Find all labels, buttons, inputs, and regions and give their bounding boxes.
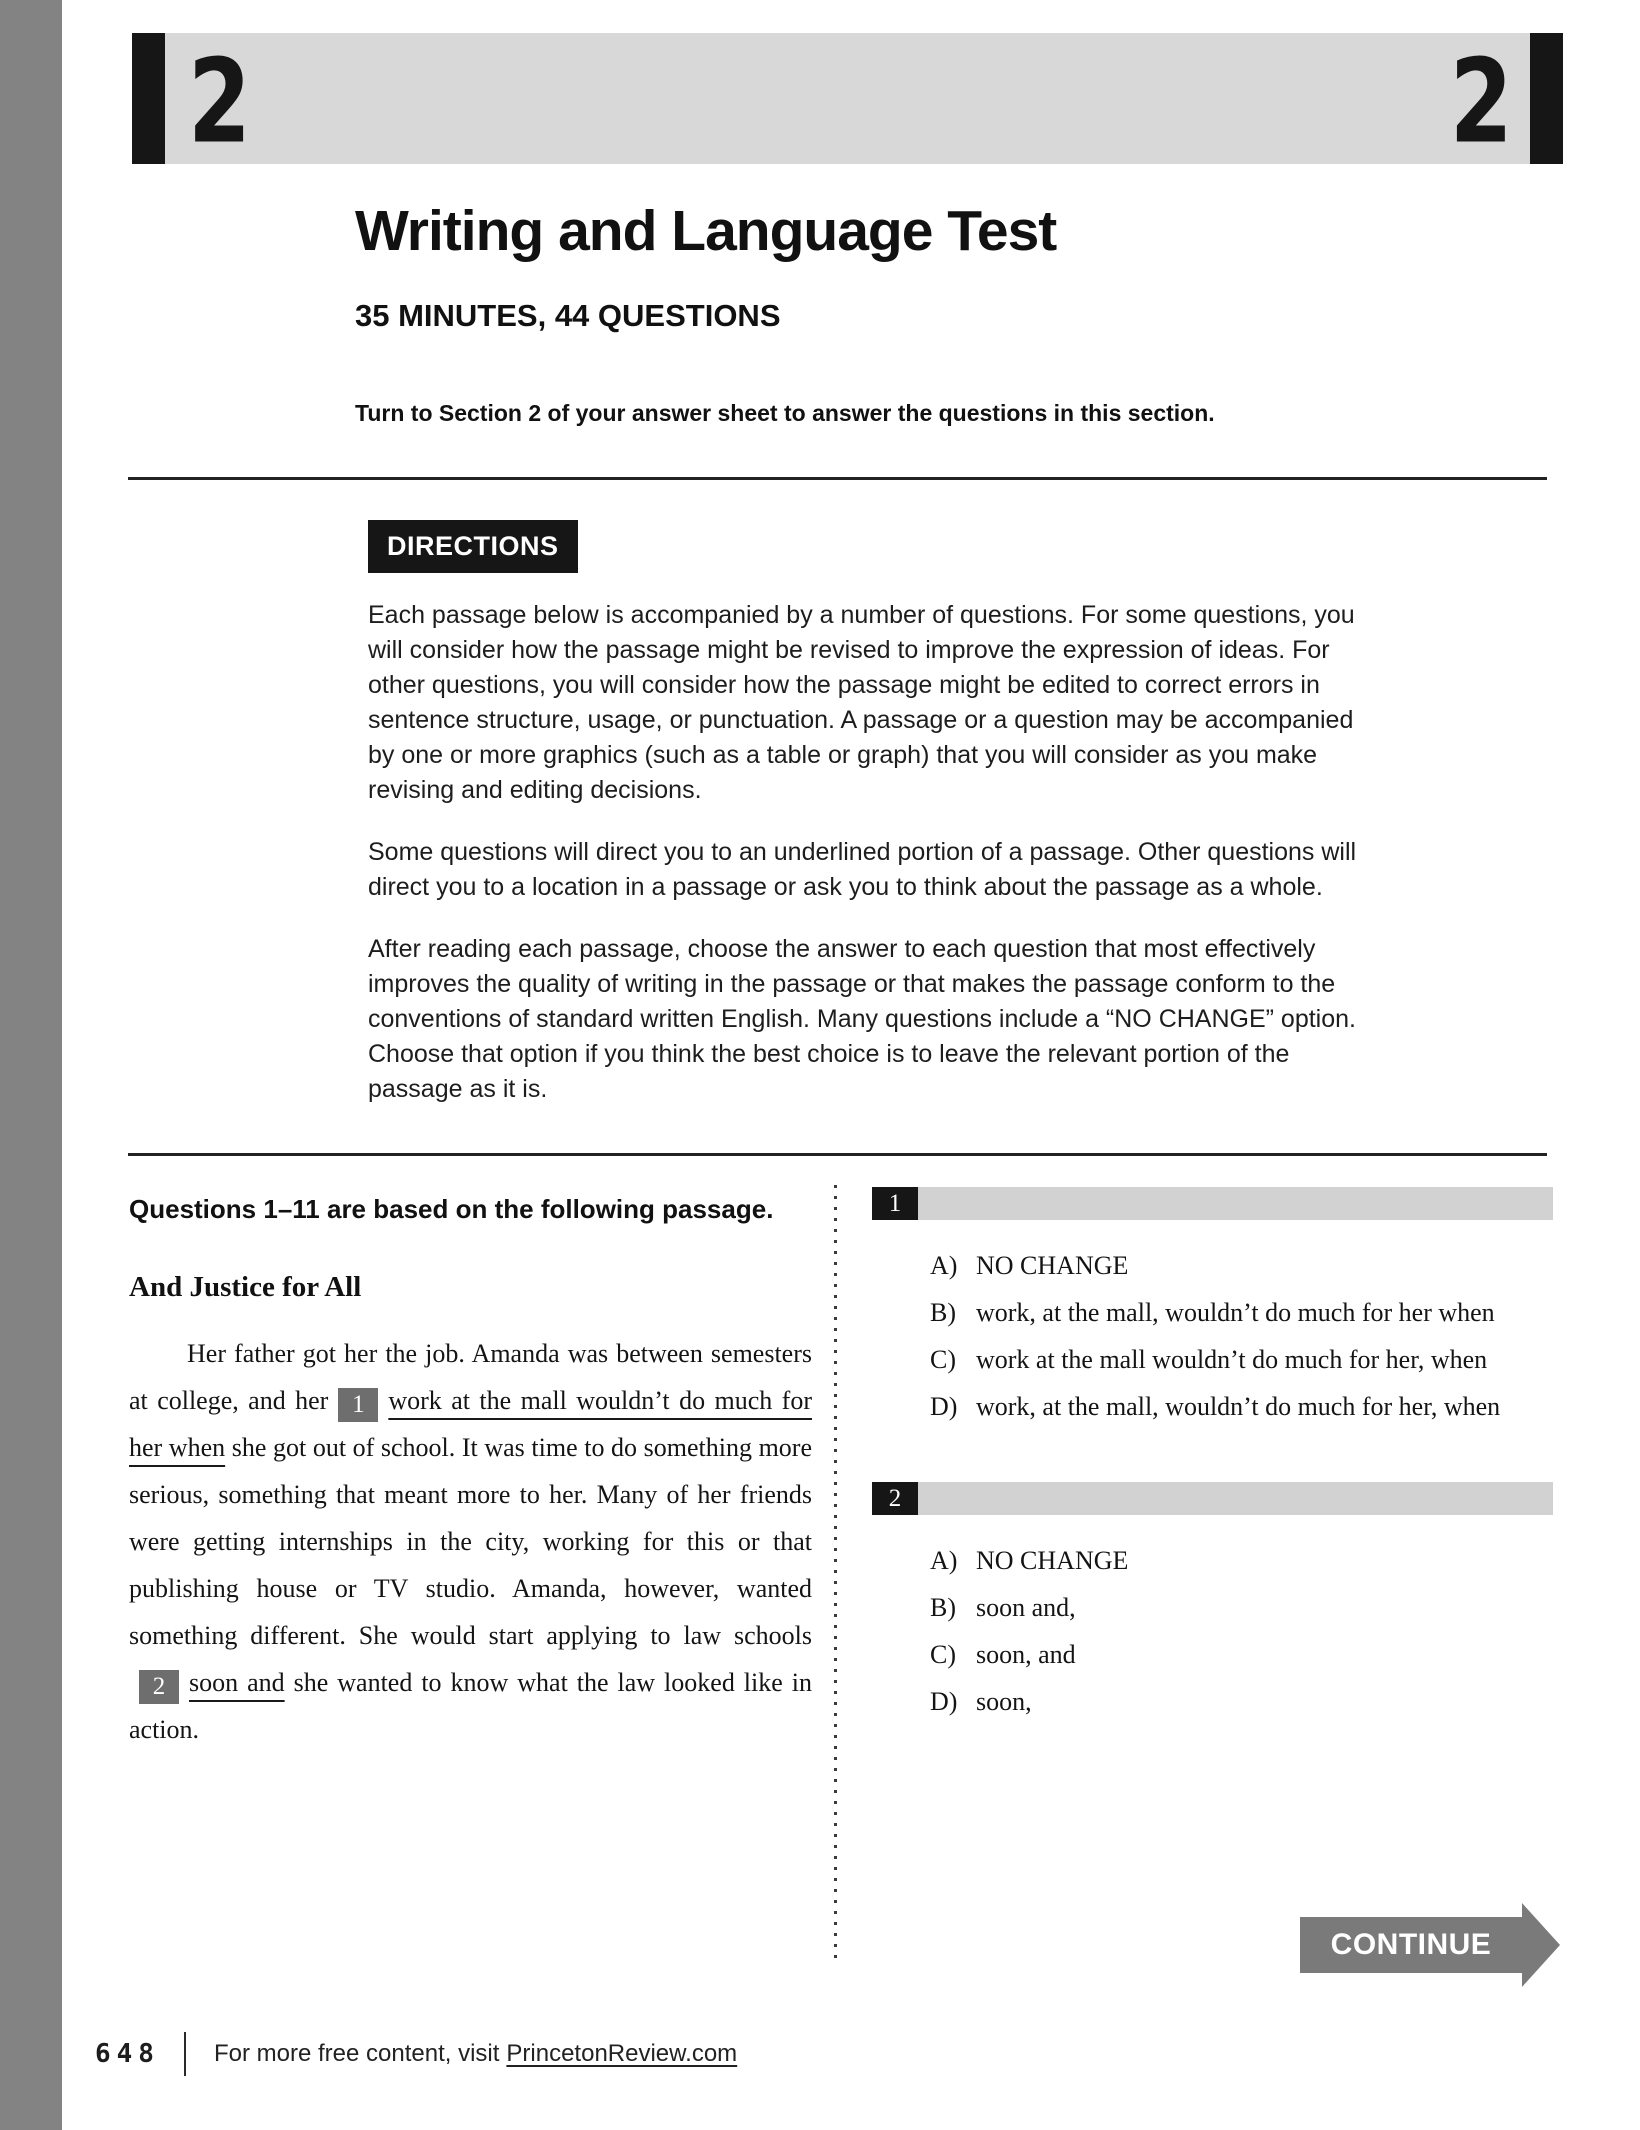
question-1-header-bar [918, 1187, 1553, 1220]
question-1-number: 1 [872, 1187, 918, 1220]
page-number: 648 [95, 2039, 160, 2069]
choice-2a-text: NO CHANGE [976, 1546, 1129, 1575]
choice-2b-letter: B) [930, 1593, 956, 1622]
continue-button[interactable] [1300, 1903, 1560, 1987]
footer-divider [184, 2032, 186, 2076]
directions-label: DIRECTIONS [368, 520, 578, 573]
question-1-header [872, 1187, 1553, 1220]
choice-2c-text: soon, and [976, 1640, 1076, 1669]
choice-2d[interactable] [930, 1678, 1553, 1725]
band-bar-right [1530, 33, 1563, 164]
page-edge-strip [0, 0, 62, 2130]
passage-text [129, 1330, 812, 1753]
directions-paragraph-3: After reading each passage, choose the answer to each question that most effectively improves the quality of writing in the passage or that makes the passage conform to the conventions of standard written English. Many questions include a “NO CHANGE” option. Choose that option if you think the best choice is to leave the relevant portion of the passage as it is. [368, 935, 1356, 1103]
question-2-marker: 2 [139, 1670, 179, 1704]
choice-2c-letter: C) [930, 1640, 956, 1669]
choice-1d-letter: D) [930, 1392, 958, 1421]
question-2-header-bar [918, 1482, 1553, 1515]
turn-instruction: Turn to Section 2 of your answer sheet to answer the questions in this section. [355, 400, 1215, 426]
divider-rule-top [128, 477, 1547, 480]
passage-intro: Questions 1–11 are based on the following passage. [129, 1194, 774, 1224]
question-1-choices [872, 1242, 1553, 1430]
directions-paragraph-1: Each passage below is accompanied by a number of questions. For some questions, you will consider how the passage might be revised to improve the expression of ideas. For other questions, you will consider how the passage might be edited to correct errors in sentence structure, usage, or punctuation. A passage or a question may be accompanied by one or more graphics (such as a table or graph) that you will consider as you make revising and editing decisions. [368, 601, 1355, 804]
time-and-question-count: 35 MINUTES, 44 QUESTIONS [355, 298, 781, 333]
directions-paragraph-2: Some questions will direct you to an underlined portion of a passage. Other questions will direct you to a location in a passage or ask you to think about the passage as a whole. [368, 838, 1357, 901]
question-2 [872, 1482, 1553, 1725]
question-1-marker: 1 [338, 1388, 378, 1422]
choice-2c[interactable] [930, 1631, 1553, 1678]
choice-1d-text: work, at the mall, wouldn’t do much for her, when [976, 1392, 1501, 1421]
underlined-portion-2: soon and [189, 1668, 285, 1697]
questions-column [872, 1187, 1553, 1725]
underlined-portion-1: work at the mall wouldn’t do much for her when [129, 1386, 812, 1462]
choice-2a[interactable] [930, 1537, 1553, 1584]
choice-1c-letter: C) [930, 1345, 956, 1374]
choice-1a-letter: A) [930, 1251, 958, 1280]
band-bar-left [132, 33, 165, 164]
question-2-choices [872, 1537, 1553, 1725]
question-2-header [872, 1482, 1553, 1515]
continue-arrow-icon [1522, 1903, 1560, 1987]
choice-2b-text: soon and, [976, 1593, 1076, 1622]
page-title: Writing and Language Test [355, 199, 1057, 263]
question-2-number: 2 [872, 1482, 918, 1515]
choice-1b-text: work, at the mall, wouldn’t do much for her when [976, 1298, 1495, 1327]
footer-text: For more free content, visit [213, 2040, 500, 2067]
divider-rule-bottom [128, 1153, 1547, 1156]
choice-2b[interactable] [930, 1584, 1553, 1631]
passage-column [129, 1193, 812, 1753]
choice-1a[interactable] [930, 1242, 1553, 1289]
section-number-right: 2 [1450, 33, 1513, 169]
choice-1c-text: work at the mall wouldn’t do much for her, when [976, 1345, 1488, 1374]
choice-2d-text: soon, [976, 1687, 1032, 1716]
passage-segment: she wanted to know what the law looked like in action. [129, 1668, 812, 1744]
passage-segment: Her father got her the job. Amanda was between semesters at college, and her [129, 1339, 812, 1415]
section-number-left: 2 [188, 33, 251, 169]
continue-label: CONTINUE [1300, 1917, 1522, 1973]
choice-2d-letter: D) [930, 1687, 958, 1716]
choice-1c[interactable] [930, 1336, 1553, 1383]
directions-text [368, 598, 1382, 1107]
choice-1a-text: NO CHANGE [976, 1251, 1129, 1280]
section-header-band [132, 33, 1563, 169]
choice-2a-letter: A) [930, 1546, 958, 1575]
question-1 [872, 1187, 1553, 1430]
passage-title: And Justice for All [129, 1271, 362, 1303]
choice-1d[interactable] [930, 1383, 1553, 1430]
passage-segment: she got out of school. It was time to do something more serious, something that meant more to her. Many of her friends were getting internships in the city, working for this or that publishing house or TV studio. Amanda, however, wanted something different. She would start applying to law schools [129, 1433, 812, 1650]
choice-1b-letter: B) [930, 1298, 956, 1327]
choice-1b[interactable] [930, 1289, 1553, 1336]
princeton-review-link[interactable]: PrincetonReview.com [506, 2040, 738, 2067]
column-divider [834, 1185, 837, 1960]
page-footer [95, 2030, 737, 2078]
